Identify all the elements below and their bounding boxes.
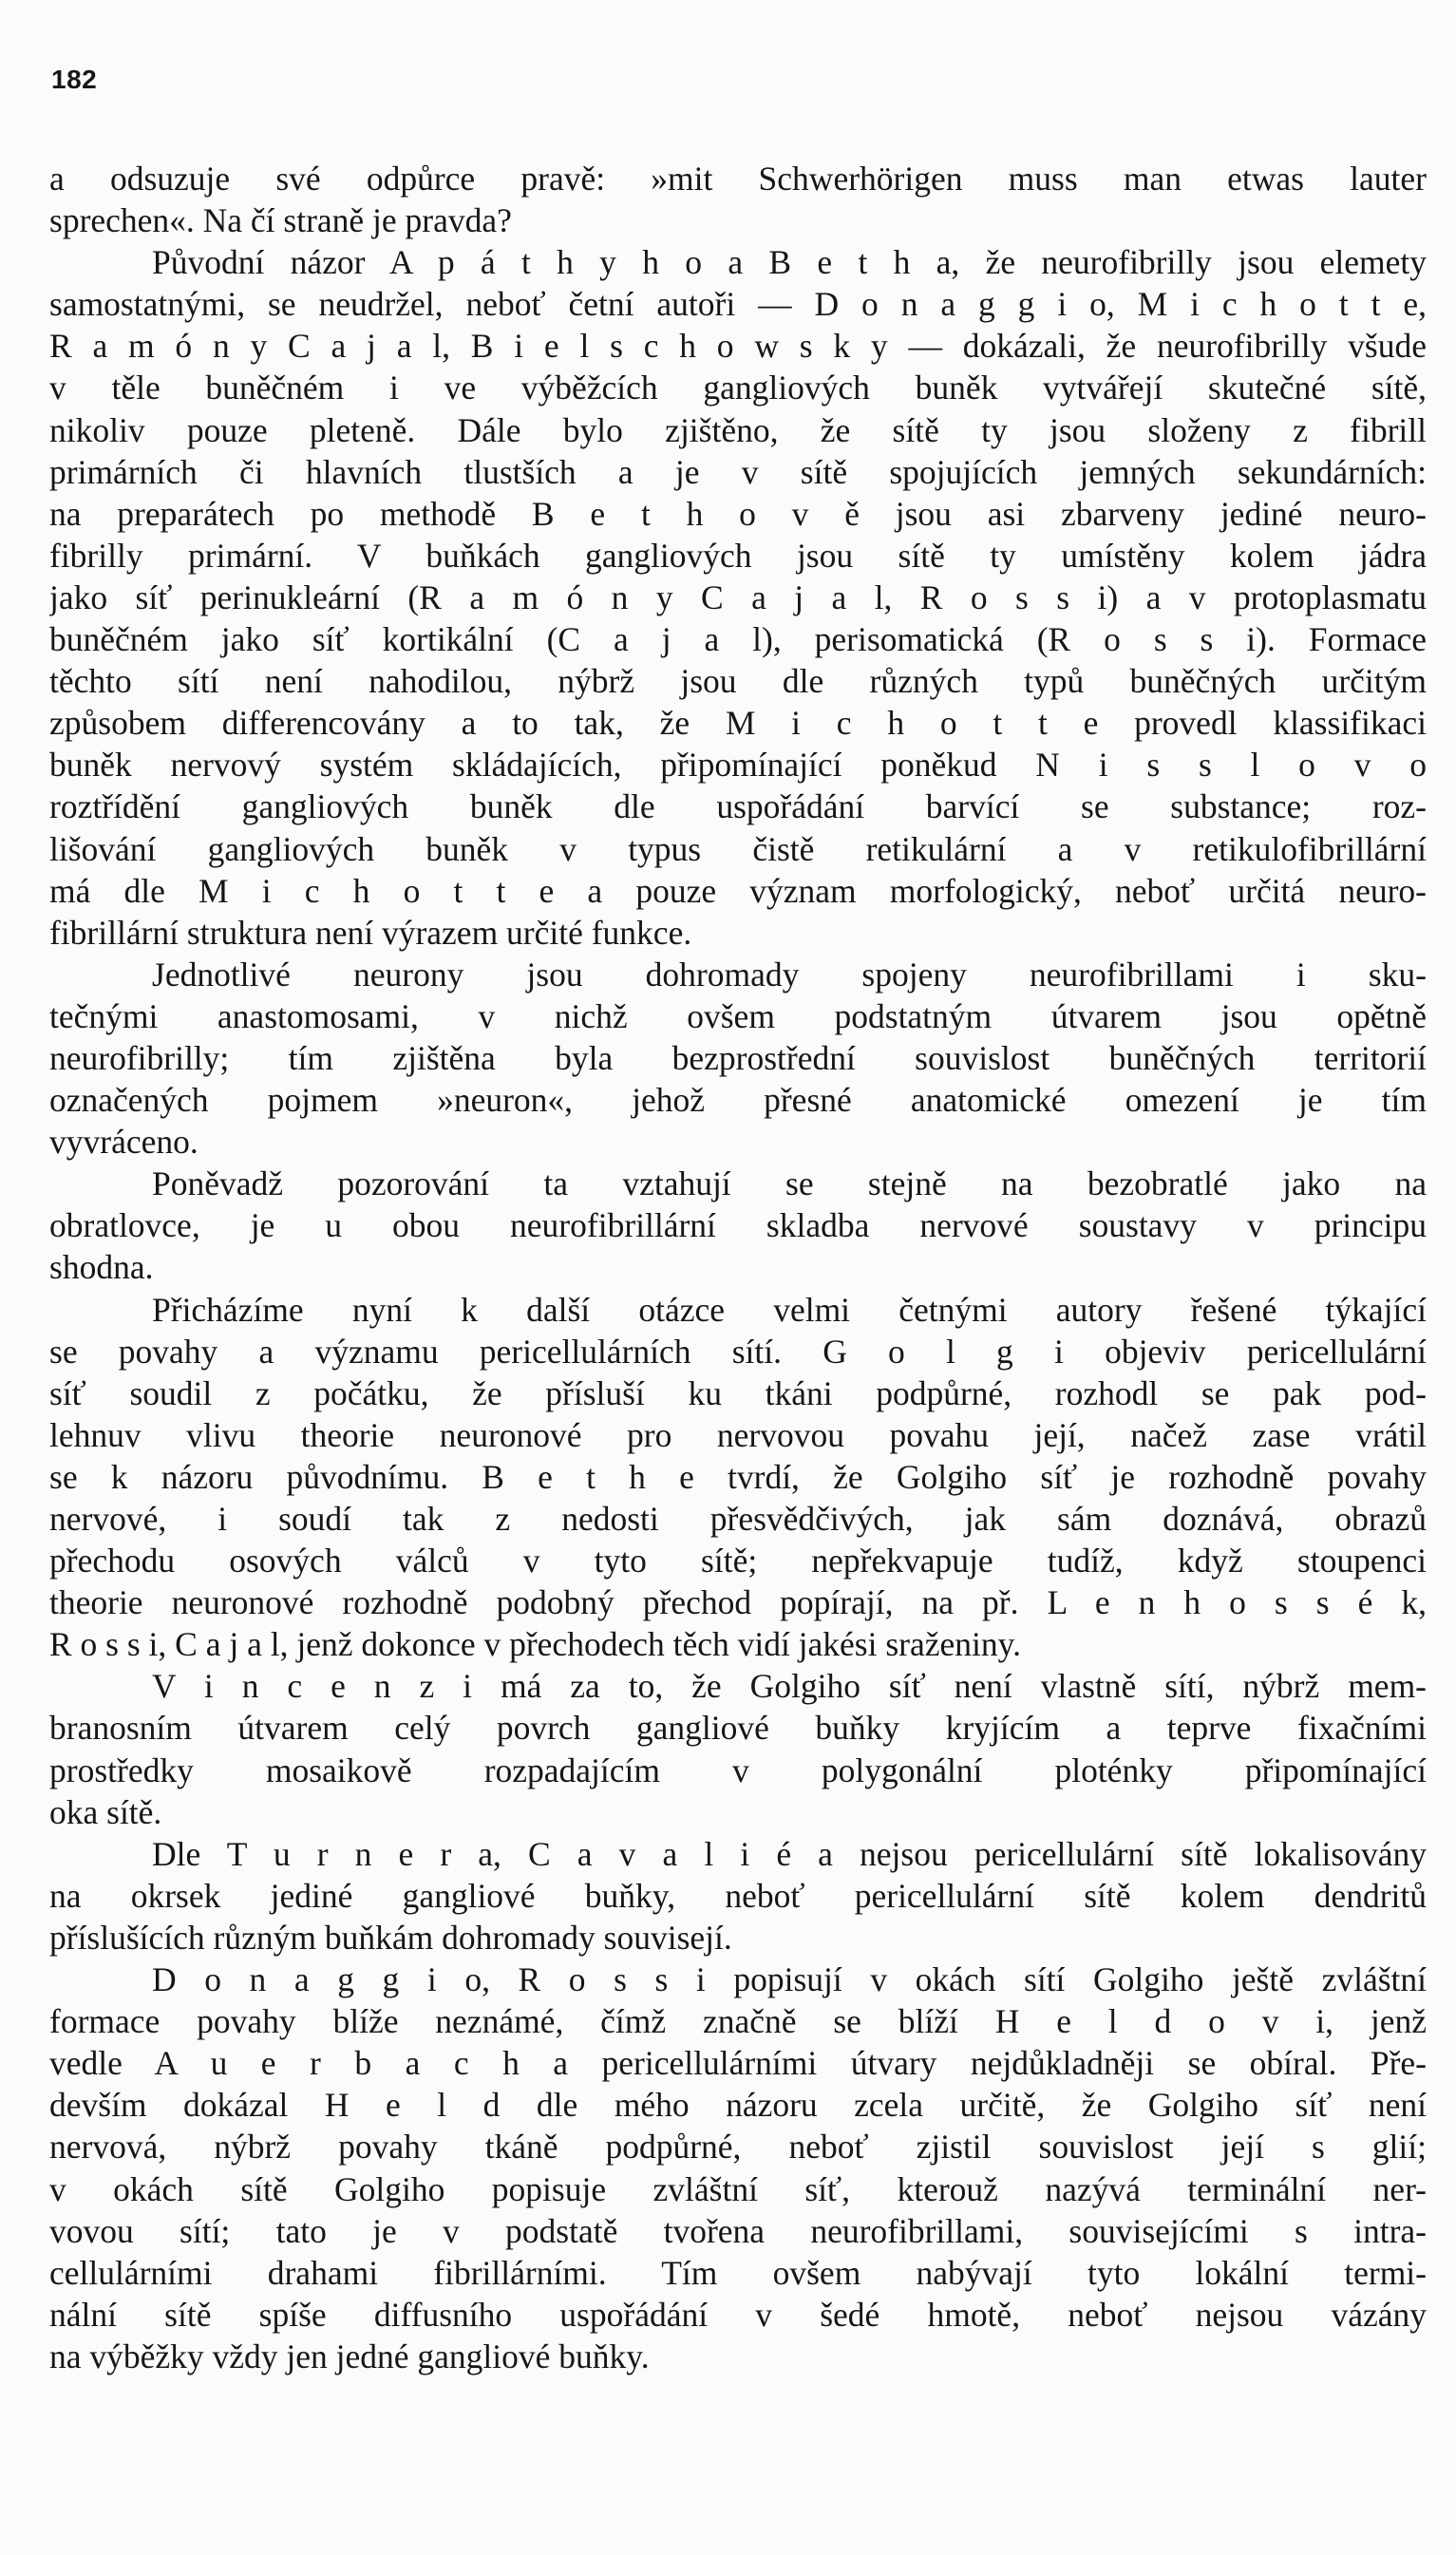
text-line: Dle T u r n e r a, C a v a l i é a nejsou pericellulární sítě lokalisovány	[152, 1834, 1427, 1873]
text-line: V i n c e n z i má za to, že Golgiho síť není vlastně sítí, nýbrž mem-	[152, 1667, 1427, 1706]
text-line: v okách sítě Golgiho popisuje zvláštní síť, kterouž nazývá terminální ner-	[49, 2169, 1427, 2208]
text-line: lehnuv vlivu theorie neuronové pro nervovou povahu její, načež zase vrátil	[49, 1415, 1427, 1454]
text-line: a odsuzuje své odpůrce pravě: »mit Schwerhörigen muss man etwas lauter	[49, 160, 1427, 198]
text-line: samostatnými, se neudržel, neboť četní autoři — D o n a g g i o, M i c h o t t e,	[49, 285, 1427, 324]
text-line: Původní názor A p á t h y h o a B e t h a, že neurofibrilly jsou elemety	[152, 243, 1427, 282]
text-line: fibrilly primární. V buňkách gangliových jsou sítě ty umístěny kolem jádra	[49, 536, 1427, 575]
text-line: fibrillární struktura není výrazem určité funkce.	[49, 913, 692, 952]
text-line: nikoliv pouze pleteně. Dále bylo zjištěno, že sítě ty jsou složeny z fibrill	[49, 410, 1427, 449]
text-line: sprechen«. Na čí straně je pravda?	[49, 201, 512, 240]
text-line: oka sítě.	[49, 1792, 162, 1831]
text-line: branosním útvarem celý povrch gangliové buňky kryjícím a teprve fixačními	[49, 1709, 1427, 1748]
page-number: 182	[51, 65, 98, 94]
text-line: těchto sítí není nahodilou, nýbrž jsou dle různých typů buněčných určitým	[49, 662, 1427, 701]
text-line: Jednotlivé neurony jsou dohromady spojeny neurofibrillami i sku-	[152, 955, 1427, 994]
text-line: R o s s i, C a j a l, jenž dokonce v přechodech těch vidí jakési sraženiny.	[49, 1625, 1021, 1664]
text-line: v těle buněčném i ve výběžcích gangliových buněk vytvářejí skutečné sítě,	[49, 369, 1427, 407]
text-line: shodna.	[49, 1248, 154, 1287]
text-line: formace povahy blíže neznámé, čímž značně se blíží H e l d o v i, jenž	[49, 2002, 1427, 2041]
text-line: devším dokázal H e l d dle mého názoru zcela určitě, že Golgiho síť není	[49, 2086, 1427, 2125]
text-line: cellulárními drahami fibrillárními. Tím ovšem nabývají tyto lokální termi-	[49, 2253, 1427, 2292]
text-line: Poněvadž pozorování ta vztahují se stejně na bezobratlé jako na	[152, 1164, 1427, 1203]
text-line: vovou sítí; tato je v podstatě tvořena neurofibrillami, souvisejícími s intra-	[49, 2211, 1427, 2250]
text-line: na výběžky vždy jen jedné gangliové buňky.	[49, 2337, 650, 2375]
text-line: příslušících různým buňkám dohromady souvisejí.	[49, 1918, 732, 1957]
text-line: nervové, i soudí tak z nedosti přesvědčivých, jak sám doznává, obrazů	[49, 1500, 1427, 1538]
text-line: obratlovce, je u obou neurofibrillární skladba nervové soustavy v principu	[49, 1206, 1427, 1245]
text-line: buněk nervový systém skládajících, připomínající poněkud N i s s l o v o	[49, 746, 1427, 785]
text-line: roztřídění gangliových buněk dle uspořádání barvící se substance; roz-	[49, 787, 1427, 826]
text-line: má dle M i c h o t t e a pouze význam morfologický, neboť určitá neuro-	[49, 871, 1427, 910]
text-line: lišování gangliových buněk v typus čistě retikulární a v retikulofibrillární	[49, 829, 1427, 868]
text-line: buněčném jako síť kortikální (C a j a l), perisomatická (R o s s i). Formace	[49, 620, 1427, 659]
text-line: prostředky mosaikově rozpadajícím v polygonální ploténky připomínající	[49, 1751, 1427, 1789]
text-line: se povahy a významu pericellulárních sítí. G o l g i objeviv pericellulární	[49, 1332, 1427, 1371]
text-line: přechodu osových válců v tyto sítě; nepřekvapuje tudíž, když stoupenci	[49, 1542, 1427, 1580]
text-line: D o n a g g i o, R o s s i popisují v okách sítí Golgiho ještě zvláštní	[152, 1960, 1427, 1999]
text-line: R a m ó n y C a j a l, B i e l s c h o w s k y — dokázali, že neurofibrilly všude	[49, 327, 1427, 366]
text-line: jako síť perinukleární (R a m ó n y C a j a l, R o s s i) a v protoplasmatu	[49, 577, 1427, 616]
text-line: síť soudil z počátku, že přísluší ku tkáni podpůrné, rozhodl se pak pod-	[49, 1373, 1427, 1412]
text-line: theorie neuronové rozhodně podobný přechod popírají, na př. L e n h o s s é k,	[49, 1583, 1427, 1622]
text-line: vedle A u e r b a c h a pericellulárními útvary nejdůkladněji se obíral. Pře-	[49, 2044, 1427, 2083]
text-line: vyvráceno.	[49, 1123, 199, 1162]
text-line: nální sítě spíše diffusního uspořádání v šedé hmotě, neboť nejsou vázány	[49, 2295, 1427, 2334]
body-text	[49, 158, 1427, 2377]
text-line: neurofibrilly; tím zjištěna byla bezprostřední souvislost buněčných territorií	[49, 1038, 1427, 1077]
text-line: tečnými anastomosami, v nichž ovšem podstatným útvarem jsou opětně	[49, 996, 1427, 1035]
text-line: Přicházíme nyní k další otázce velmi četnými autory řešené týkající	[152, 1290, 1427, 1329]
text-line: se k názoru původnímu. B e t h e tvrdí, že Golgiho síť je rozhodně povahy	[49, 1457, 1427, 1496]
text-line: na okrsek jediné gangliové buňky, neboť pericellulární sítě kolem dendritů	[49, 1876, 1427, 1915]
text-line: označených pojmem »neuron«, jehož přesné anatomické omezení je tím	[49, 1081, 1427, 1120]
text-line: primárních či hlavních tlustších a je v sítě spojujících jemných sekundárních:	[49, 452, 1427, 491]
text-line: na preparátech po methodě B e t h o v ě jsou asi zbarveny jediné neuro-	[49, 494, 1427, 533]
text-line: způsobem differencovány a to tak, že M i c h o t t e provedl klassifikaci	[49, 704, 1427, 743]
text-line: nervová, nýbrž povahy tkáně podpůrné, neboť zjistil souvislost její s glií;	[49, 2128, 1427, 2167]
